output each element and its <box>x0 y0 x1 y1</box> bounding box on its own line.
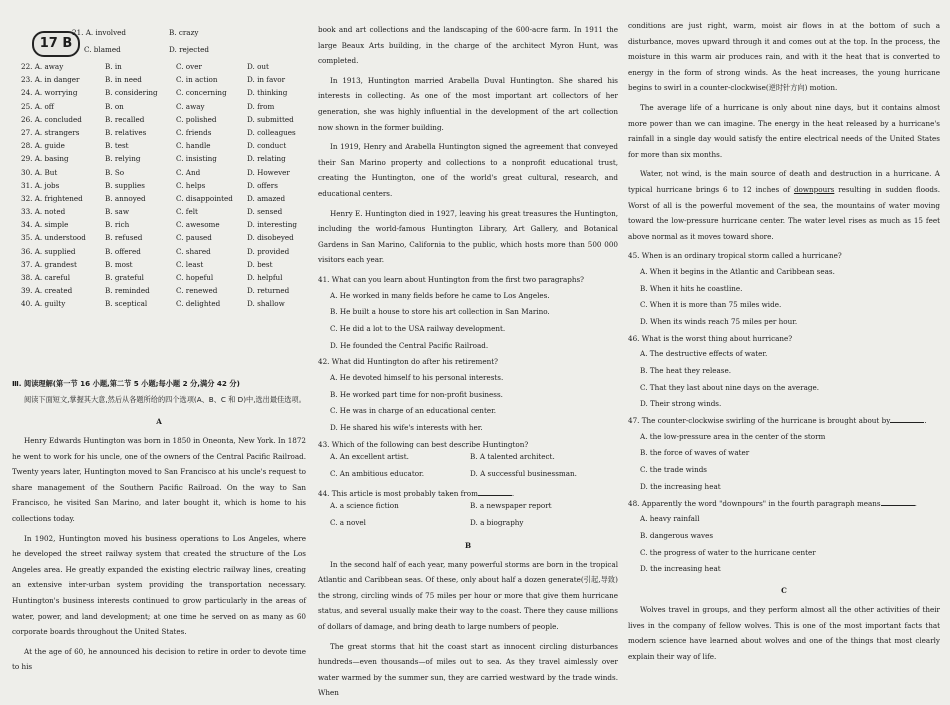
passage-c-p1: Wolves travel in groups, and they perform almost all the other activities of their lives in the company of fellow wolves. This is one of the most important facts that modern science have learned about wolves and one of the things that most clearly explain their way of life. <box>628 604 940 661</box>
q48-option-b: B. dangerous waves <box>640 530 714 540</box>
option-c: C. concerning <box>176 88 227 98</box>
q43-options-row2 <box>330 469 618 486</box>
passage-b-p3: The average life of a hurricane is only about nine days, but it contains almost more power than we can imagine. The energy in the heat released by a hurricane's rainfall in a single day would satisfy the entire electrical needs of the United States for more than six months. <box>628 102 940 159</box>
option-c: C. awesome <box>176 220 220 230</box>
cloze-row <box>21 220 306 233</box>
q45-option-b: B. When it hits he coastline. <box>640 283 743 293</box>
q46-option-c: C. That they last about nine days on the average. <box>640 382 820 392</box>
passage-a-p1: Henry Edwards Huntington was born in 1850 in Oneonta, New York. In 1872 he went to work for his uncle, one of the owners of the Central Pacific Railroad. Twenty years later, Huntington moved to San Francisco at his uncle's request to share management of the Southern Pacific Railroad. On the way to San Francisco, he visited San Marino, and later bought it, which is home to his collections today. <box>12 436 306 523</box>
option-d: D. out <box>247 62 269 71</box>
column-right <box>628 18 940 668</box>
option-b: B. grateful <box>105 273 144 282</box>
option-c: C. away <box>176 101 205 111</box>
option-b: B. most <box>105 259 133 269</box>
q42-option-b: B. He worked part time for non-profit business. <box>330 389 503 399</box>
cloze-row <box>21 286 306 299</box>
option-d: D. disobeyed <box>247 233 294 243</box>
option-c: C. paused <box>176 233 212 243</box>
question-47: 47. The counter-clockwise swirling of the hurricane is brought about by . <box>628 416 927 426</box>
option-b: B. relatives <box>105 127 147 137</box>
q47-option-b: B. the force of waves of water <box>640 448 750 458</box>
passage-b-p2: The great storms that hit the coast start as innocent circling disturbances hundreds—even thousands—of miles out to sea. As they travel aimlessly over water warmed by the summer sun, they are carried westward by the trade winds. When <box>318 641 618 698</box>
option-a: 31. A. jobs <box>21 180 60 190</box>
cloze-row-21a <box>72 28 302 41</box>
option-d: D. amazed <box>247 193 286 203</box>
q44-options-row2 <box>330 518 618 535</box>
option-d: D. submitted <box>247 114 294 124</box>
option-d: D. relating <box>247 154 286 164</box>
option-d: D. offers <box>247 180 278 190</box>
option-c: C. felt <box>176 207 198 217</box>
q48-option-a: A. heavy rainfall <box>640 514 700 524</box>
q46-option-d: D. Their strong winds. <box>640 399 722 409</box>
q41-option-d: D. He founded the Central Pacific Railroad. <box>330 340 489 350</box>
option-c: C. friends <box>176 127 212 137</box>
question-44-text: 44. This article is most probably taken from <box>318 488 478 498</box>
option-a: 40. A. guilty <box>21 299 66 309</box>
option-b: B. offered <box>105 246 141 256</box>
p4-text-after: resulting in sudden floods. Worst of all is the powerful movement of the sea, the mountains of water moving toward the low-pressure hurricane center. The water level rises as much as 15 feet above normal as it moves toward shore. <box>628 184 940 241</box>
option-c: C. polished <box>176 114 217 124</box>
section-instructions: 阅读下面短文,掌握其大意,然后从各题所给的四个选项(A、B、C 和 D)中,选出最佳选项。 <box>24 395 306 404</box>
option-a: 37. A. grandest <box>21 259 77 269</box>
section-title: Ⅲ. 阅读理解(第一节 16 小题,第二节 5 小题;每小题 2 分,满分 42 分) <box>12 379 240 388</box>
cloze-row <box>21 115 306 128</box>
underlined-word: downpours <box>793 184 835 194</box>
option-c: C. insisting <box>176 154 217 164</box>
answer-blank <box>890 422 924 423</box>
option-a: 39. A. created <box>21 286 73 296</box>
q45-option-c: C. When it is more than 75 miles wide. <box>640 300 782 310</box>
option-b: B. test <box>105 141 129 151</box>
option-a: 35. A. understood <box>21 233 86 243</box>
option-c: C. in action <box>176 75 218 85</box>
cloze-row <box>21 141 306 154</box>
cloze-row <box>21 75 306 88</box>
option-b: B. supplies <box>105 180 145 190</box>
q46-option-b: B. The heat they release. <box>640 366 732 376</box>
question-48-text: 48. Apparently the word "downpours" in the fourth paragraph means <box>628 498 881 508</box>
q42-option-c: C. He was in charge of an educational center. <box>330 406 497 416</box>
option-c: C. disappointed <box>176 193 233 203</box>
option-d: D. in favor <box>247 75 286 85</box>
option-a: 34. A. simple <box>21 220 69 230</box>
passage-a-label: A <box>156 417 162 426</box>
option-b: B. saw <box>105 207 129 217</box>
cloze-row <box>21 62 306 75</box>
answer-blank <box>478 495 512 496</box>
q41-option-a: A. He worked in many fields before he came to Los Angeles. <box>330 290 550 300</box>
option-d: D. shallow <box>247 299 285 309</box>
option-d: D. sensed <box>247 207 283 217</box>
question-41: 41. What can you learn about Huntington from the first two paragraphs? <box>318 274 585 284</box>
option-b: B. in <box>105 62 122 71</box>
q43-option-b: B. A talented architect. <box>470 452 555 462</box>
option-d: D. from <box>247 101 275 111</box>
option-d: D. helpful <box>247 273 283 282</box>
option-b: B. rich <box>105 220 130 230</box>
cloze-row <box>21 207 306 220</box>
option-c: C. helps <box>176 180 206 190</box>
cloze-row <box>21 128 306 141</box>
cloze-top <box>72 28 302 58</box>
cloze-row <box>21 154 306 167</box>
q41-option-c: C. He did a lot to the USA railway development. <box>330 323 506 333</box>
page-badge: 17 B <box>32 31 80 57</box>
option-b: B. sceptical <box>105 299 148 309</box>
option-b: B. recalled <box>105 114 145 124</box>
passage-a-p6: Henry E. Huntington died in 1927, leaving his great treasures the Huntington, including the world-famous Huntington Library, Art Gallery, and Botanical Gardens in San Marino, California to the public, which hosts more than 500 000 visitors each year. <box>318 208 618 265</box>
option-b: B. in need <box>105 75 142 85</box>
q44-option-b: B. a newspaper report <box>470 501 552 511</box>
q44-option-d: D. a biography <box>470 517 524 527</box>
option-d: D. However <box>247 167 290 177</box>
option-a: 38. A. careful <box>21 273 71 282</box>
p4-text-before: Water, not wind, is the main source of death and destruction in a hurricane. A typical hurricane brings 6 to 12 inches of <box>628 169 940 194</box>
column-middle <box>318 22 618 705</box>
question-48: 48. Apparently the word "downpours" in the fourth paragraph means . <box>628 498 917 508</box>
answer-blank <box>881 505 915 506</box>
option-a: 23. A. in danger <box>21 75 80 85</box>
option-c: C. delighted <box>176 299 221 309</box>
question-43: 43. Which of the following can best describe Huntington? <box>318 439 529 449</box>
q42-option-d: D. He shared his wife's interests with her. <box>330 423 483 433</box>
option-a: 21. A. involved <box>72 28 127 37</box>
option-a: 24. A. worrying <box>21 88 78 98</box>
option-a: 26. A. concluded <box>21 114 82 124</box>
passage-a-p2: In 1902, Huntington moved his business operations to Los Angeles, where he developed the street railway system that created the structure of the Los Angeles area. He greatly expanded the existing electric railway lines, creating an extensive inter-urban system providing the transportation necessary. Huntington's business interests continued to grow particularly in the areas of water, power, and land development; at one time he served on as many as 60 corporate boards throughout the United States. <box>12 533 306 637</box>
cloze-row <box>21 247 306 260</box>
q44-option-c: C. a novel <box>330 517 366 527</box>
q44-option-a: A. a science fiction <box>330 501 399 511</box>
option-d: D. colleagues <box>247 127 296 137</box>
cloze-row <box>21 233 306 246</box>
option-d: D. provided <box>247 246 290 256</box>
cloze-row <box>21 168 306 181</box>
q48-option-c: C. the progress of water to the hurricane center <box>640 547 816 557</box>
option-c: C. handle <box>176 141 211 151</box>
option-b: B. considering <box>105 88 158 98</box>
q41-option-b: B. He built a house to store his art collection in San Marino. <box>330 307 550 317</box>
passage-b-p2-cont: conditions are just right, warm, moist air flows in at the bottom of such a disturbance, moves upward through it and comes out at the top. In the process, the moisture in this warm air produces rain, and with it the heat that is converted to energy in the form of strong winds. As the heat increases, the young hurricane begins to swirl in a counter-clockwise(逆时针方向) motion. <box>628 21 940 93</box>
passage-a-p3: At the age of 60, he announced his decision to retire in order to devote time to his <box>12 646 306 672</box>
q42-option-a: A. He devoted himself to his personal interests. <box>330 372 504 382</box>
q46-option-a: A. The destructive effects of water. <box>640 349 768 359</box>
option-b: B. on <box>105 101 124 111</box>
q47-option-c: C. the trade winds <box>640 465 707 475</box>
passage-b-p1: In the second half of each year, many powerful storms are born in the tropical Atlantic and Caribbean seas. Of these, only about half a dozen generate(引起,导致) the strong, circling winds of 75 miles per hour or more that give them hurricane status, and several usually make their way to the coast. There they cause millions of dollars of damage, and bring death to large numbers of people. <box>318 559 618 632</box>
passage-a-p4: In 1913, Huntington married Arabella Duval Huntington. She shared his interests in collecting. As one of the most important art collectors of her generation, she was highly influential in the development of the art collection now shown in the former building. <box>318 75 618 132</box>
cloze-row <box>21 88 306 101</box>
cloze-row <box>21 194 306 207</box>
option-d: D. rejected <box>169 45 210 55</box>
q43-option-a: A. An excellent artist. <box>330 452 409 462</box>
passage-b-p4 <box>628 166 940 244</box>
cloze-row <box>21 273 306 286</box>
option-a: 30. A. But <box>21 167 58 177</box>
passage-c-label: C <box>781 585 787 595</box>
option-c: C. renewed <box>176 286 218 296</box>
q43-options-row1 <box>330 452 618 469</box>
option-a: 28. A. guide <box>21 141 65 151</box>
section3 <box>12 375 306 679</box>
option-d: D. thinking <box>247 88 288 98</box>
cloze-row <box>21 299 306 312</box>
option-d: D. returned <box>247 286 290 296</box>
q48-option-d: D. the increasing heat <box>640 564 721 574</box>
option-b: B. annoyed <box>105 193 146 203</box>
cloze-row <box>21 260 306 273</box>
cloze-options <box>21 62 306 313</box>
cloze-row-21b <box>72 45 302 58</box>
option-a: 33. A. noted <box>21 207 66 217</box>
option-a: 22. A. away <box>21 62 64 71</box>
q43-option-d: D. A successful businessman. <box>470 469 577 478</box>
passage-b-label: B <box>464 540 472 550</box>
option-a: 27. A. strangers <box>21 127 80 137</box>
q45-option-a: A. When it begins in the Atlantic and Caribbean seas. <box>640 266 835 276</box>
question-47-text: 47. The counter-clockwise swirling of the hurricane is brought about by <box>628 416 891 426</box>
question-45: 45. When is an ordinary tropical storm called a hurricane? <box>628 251 842 261</box>
option-d: D. interesting <box>247 220 297 230</box>
option-b: B. reminded <box>105 286 150 296</box>
question-42: 42. What did Huntington do after his retirement? <box>318 357 498 367</box>
option-c: C. shared <box>176 246 211 256</box>
option-b: B. refused <box>105 233 143 243</box>
option-c: C. And <box>176 167 201 177</box>
cloze-row <box>21 102 306 115</box>
option-c: C. least <box>176 259 204 269</box>
option-c: C. hopeful <box>176 273 214 282</box>
passage-a-p3-cont: book and art collections and the landscaping of the 600-acre farm. In 1911 the large Beaux Arts building, in the charge of the architect Myron Hunt, was completed. <box>318 25 618 66</box>
question-46: 46. What is the worst thing about hurricane? <box>628 333 793 343</box>
passage-a-p5: In 1919, Henry and Arabella Huntington signed the agreement that conveyed their San Marino property and collections to a nonprofit educational trust, creating the Huntington, one of the world's great cultural, research, and educational centers. <box>318 142 618 198</box>
q47-option-d: D. the increasing heat <box>640 481 721 491</box>
option-a: 29. A. basing <box>21 154 69 164</box>
option-a: 36. A. supplied <box>21 246 76 256</box>
option-b: B. So <box>105 167 125 177</box>
option-d: D. conduct <box>247 141 287 151</box>
option-b: B. crazy <box>169 28 199 37</box>
q44-options-row1 <box>330 501 618 518</box>
question-44: 44. This article is most probably taken from . <box>318 488 515 498</box>
q45-option-d: D. When its winds reach 75 miles per hour. <box>640 317 798 327</box>
q47-option-a: A. the low-pressure area in the center of the storm <box>640 431 826 441</box>
option-a: 25. A. off <box>21 101 54 111</box>
option-b: B. relying <box>105 154 141 164</box>
option-a: 32. A. frightened <box>21 193 83 203</box>
q43-option-c: C. An ambitious educator. <box>330 469 424 478</box>
cloze-row <box>21 181 306 194</box>
option-c: C. over <box>176 62 202 71</box>
option-d: D. best <box>247 259 273 269</box>
option-c: C. blamed <box>84 45 121 55</box>
